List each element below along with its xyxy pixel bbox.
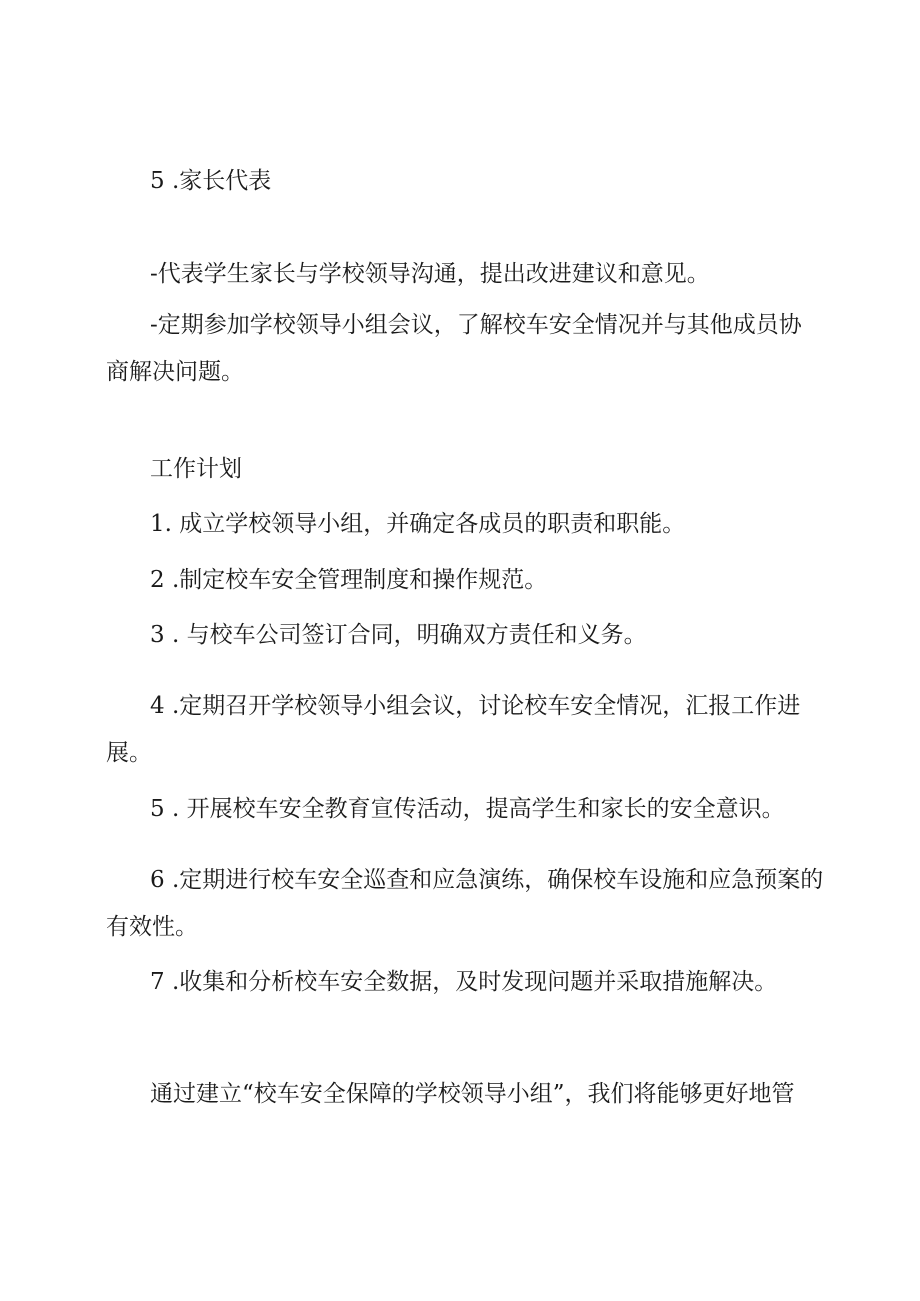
plan-item-4: 4 .定期召开学校领导小组会议，讨论校车安全情况，汇报工作进展。 [106, 693, 801, 766]
plan-item-7: 7 .收集和分析校车安全数据，及时发现问题并采取措施解决。 [150, 969, 778, 995]
plan-item-1: 1. 成立学校领导小组，并确定各成员的职责和职能。 [150, 511, 686, 537]
closing-paragraph: 通过建立“校车安全保障的学校领导小组”，我们将能够更好地管 [150, 1081, 795, 1107]
plan-item-3: 3 . 与校车公司签订合同，明确双方责任和义务。 [150, 622, 647, 648]
section-heading-parent-rep: 5 .家长代表 [150, 168, 272, 194]
work-plan-heading: 工作计划 [150, 456, 242, 482]
bullet-parent-meetings: -定期参加学校领导小组会议，了解校车安全情况并与其他成员协商解决问题。 [106, 312, 802, 385]
plan-item-5: 5 . 开展校车安全教育宣传活动，提高学生和家长的安全意识。 [150, 796, 785, 822]
plan-item-2: 2 .制定校车安全管理制度和操作规范。 [150, 567, 548, 593]
bullet-parent-communication: -代表学生家长与学校领导沟通，提出改进建议和意见。 [150, 261, 710, 287]
plan-item-6: 6 .定期进行校车安全巡查和应急演练，确保校车设施和应急预案的有效性。 [106, 867, 824, 940]
